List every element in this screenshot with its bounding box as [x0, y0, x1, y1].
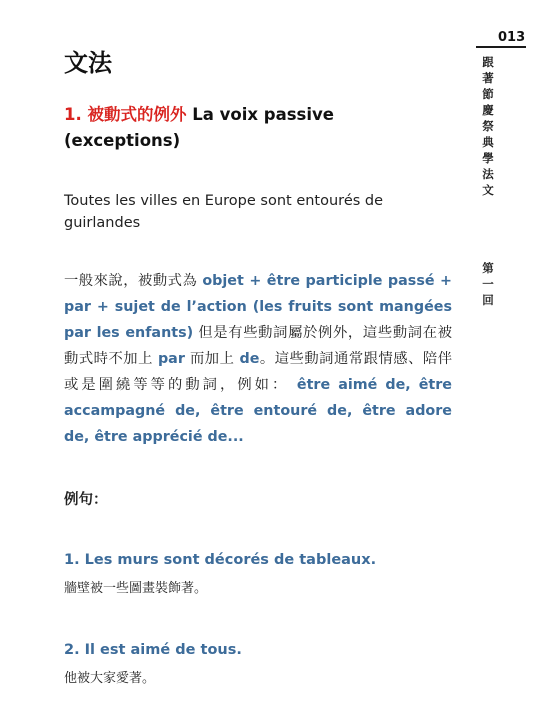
- side-title-char: 法: [482, 167, 494, 181]
- examples-label: 例句：: [64, 492, 108, 508]
- example-sentence: Toutes les villes en Europe sont entourés de guirlandes: [64, 193, 384, 231]
- side-lesson-char: 第: [482, 261, 494, 275]
- example-item: [64, 639, 452, 689]
- side-lesson-char: 一: [482, 277, 494, 291]
- example-chinese: 他被大家愛著。: [64, 671, 156, 686]
- explanation-text: 一般來說，被動式為: [64, 273, 203, 289]
- side-title-char: 祭: [482, 119, 494, 133]
- page-number-rule: [476, 46, 526, 48]
- side-lesson-label: [481, 260, 495, 308]
- example-chinese: 牆壁被一些圖畫裝飾著。: [64, 581, 208, 596]
- keyword-par: par: [157, 351, 185, 367]
- side-title-char: 節: [482, 87, 494, 101]
- side-title-char: 學: [482, 151, 494, 165]
- passive-formula: objet + être participle passé + par + sujet de l’action (les fruits sont mangées par les enfants): [64, 273, 452, 341]
- exception-verbs: être aimé de, être accampagné de, être entouré de, être adore de, être apprécié de...: [64, 377, 453, 445]
- page-number: 013: [498, 30, 526, 45]
- example-french: 1. Les murs sont décorés de tableaux.: [64, 552, 377, 568]
- side-book-title: [481, 54, 495, 198]
- explanation-text: 但是有些動詞屬於例外，這些動詞在被動式時不加上: [64, 325, 452, 367]
- explanation-text: 而加上: [184, 351, 240, 367]
- explanation-text: 。這些動詞通常跟情感、陪伴或是圍繞等等的動詞，例如：: [64, 351, 453, 393]
- side-lesson-char: 回: [482, 293, 494, 307]
- side-title-char: 文: [482, 183, 494, 197]
- page-title: 文法: [64, 49, 112, 77]
- side-title-char: 慶: [482, 103, 494, 117]
- section-heading-cn: 1. 被動式的例外: [64, 105, 187, 124]
- keyword-de: de: [239, 351, 260, 367]
- grammar-explanation: [64, 268, 452, 450]
- section-heading: [64, 102, 452, 154]
- example-item: [64, 549, 452, 599]
- section-heading-fr: La voix passive (exceptions): [64, 105, 334, 150]
- main-content: [64, 48, 452, 689]
- example-french: 2. Il est aimé de tous.: [64, 642, 242, 658]
- side-title-char: 跟: [482, 55, 494, 69]
- side-title-char: 著: [482, 71, 494, 85]
- side-title-char: 典: [482, 135, 494, 149]
